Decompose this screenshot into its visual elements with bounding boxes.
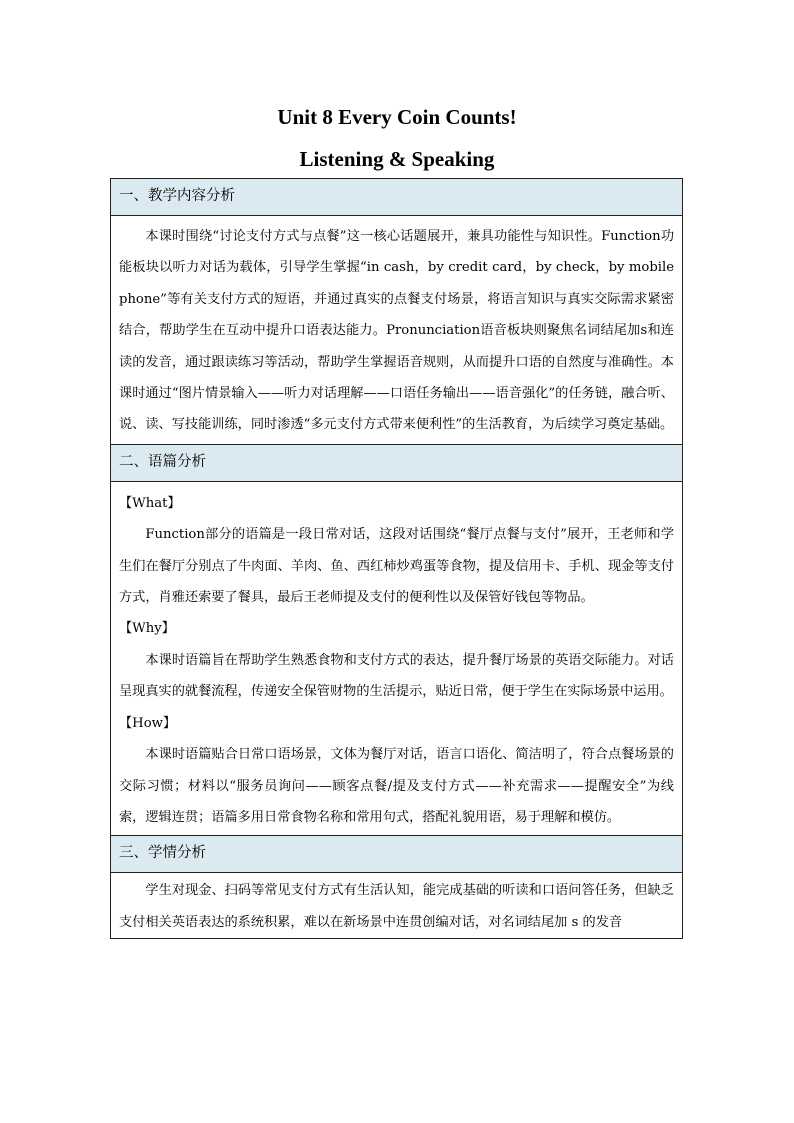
- why-paragraph: 本课时语篇旨在帮助学生熟悉食物和支付方式的表达，提升餐厅场景的英语交际能力。对话呈现真实的就餐流程，传递安全保管财物的生活提示，贴近日常，便于学生在实际场景中运用。: [119, 652, 674, 700]
- how-paragraph: 本课时语篇贴合日常口语场景，文体为餐厅对话，语言口语化、简洁明了，符合点餐场景的交际习惯；材料以“服务员询问——顾客点餐/提及支付方式——补充需求——提醒安全”为线索，逻辑连贯；语篇多用日常食物名称和常用句式，搭配礼貌用语，易于理解和模仿。: [119, 747, 674, 825]
- document-title: Unit 8 Every Coin Counts!: [277, 105, 517, 129]
- section-heading-cell: [111, 836, 683, 873]
- section-body-row: [111, 216, 683, 445]
- section-body-cell: [111, 481, 683, 835]
- lesson-analysis-table: [110, 178, 683, 939]
- document-subtitle: Listening & Speaking: [299, 147, 495, 171]
- section-heading: 三、学情分析: [119, 845, 206, 862]
- what-paragraph: Function部分的语篇是一段日常对话，这段对话围绕“餐厅点餐与支付”展开，王老师和学生们在餐厅分别点了牛肉面、羊肉、鱼、西红柿炒鸡蛋等食物，提及信用卡、手机、现金等支付方式，肖雅还索要了餐具，最后王老师提及支付的便利性以及保管好钱包等物品。: [119, 527, 674, 606]
- section-body-cell: [111, 216, 683, 445]
- learner-analysis-paragraph: 学生对现金、扫码等常见支付方式有生活认知，能完成基础的听读和口语问答任务，但缺乏支付相关英语表达的系统积累，难以在新场景中连贯创编对话，对名词结尾加 s 的发音: [119, 883, 674, 930]
- section-heading: 二、语篇分析: [119, 453, 206, 470]
- section-body-row: [111, 873, 683, 939]
- why-label: 【Why】: [119, 621, 175, 637]
- content-analysis-paragraph: 本课时围绕“讨论支付方式与点餐”这一核心话题展开，兼具功能性与知识性。Function功能板块以听力对话为载体，引导学生掌握“in cash，by credit card，by check，by mobile phone”等有关支付方式的短语，并通过真实的点餐支付场景，将语言知识与真实交际需求紧密结合，帮助学生在互动中提升口语表达能力。Pronunciation语音板块则聚焦名词结尾加s和连读的发音，通过跟读练习等活动，帮助学生掌握语音规则，从而提升口语的自然度与准确性。本课时通过“图片情景输入——听力对话理解——口语任务输出——语音强化”的任务链，融合听、说、读、写技能训练，同时渗透“多元支付方式带来便利性”的生活教育，为后续学习奠定基础。: [119, 229, 674, 433]
- section-body-row: [111, 481, 683, 835]
- section-heading-cell: [111, 179, 683, 216]
- section-body-cell: [111, 873, 683, 939]
- section-heading-cell: [111, 444, 683, 481]
- section-header-row: [111, 836, 683, 873]
- section-header-row: [111, 444, 683, 481]
- how-label: 【How】: [119, 715, 177, 731]
- section-header-row: [111, 179, 683, 216]
- what-label: 【What】: [119, 495, 181, 511]
- section-heading: 一、教学内容分析: [119, 188, 235, 204]
